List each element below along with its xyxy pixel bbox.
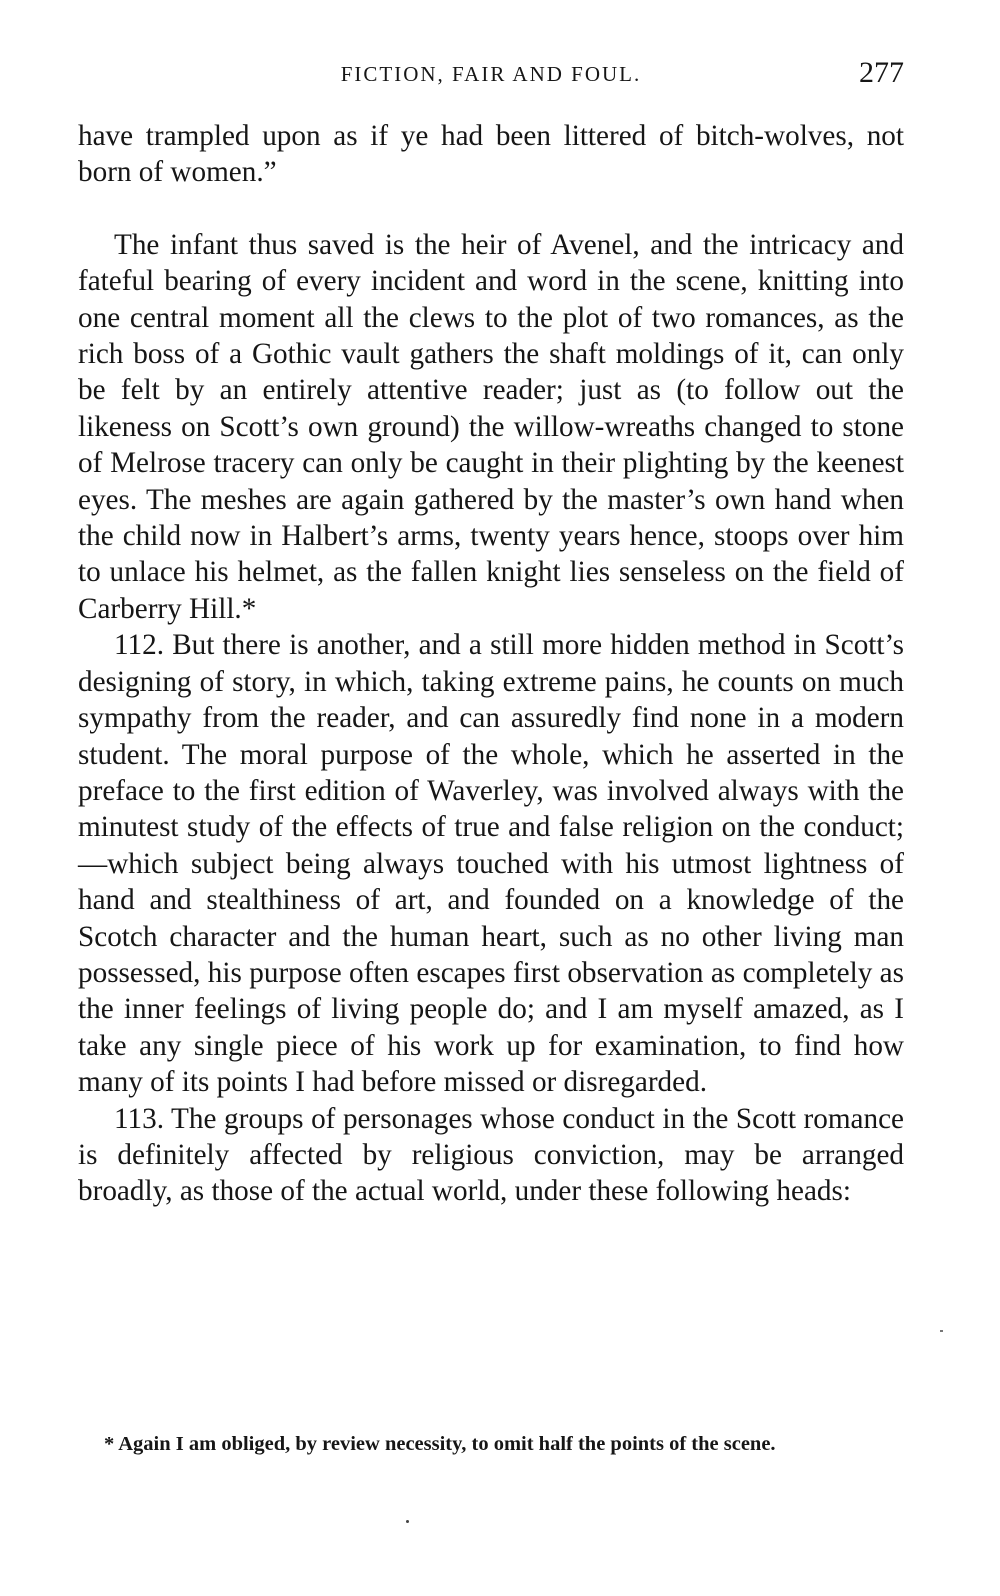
paragraph-section-112: 112. But there is another, and a still more hidden method in Scott’s designing of story, in which, taking extreme pains, he counts on much sympathy from the reader, and can assuredly find none in a modern student. The moral purpose of the whole, which he asserted in the preface to the first edition of Waverley, was involved always with the minutest study of the effects of true and false religion on the conduct; —which subject being always touched with his utmost lightness of hand and stealthiness of art, and founded on a knowledge of the Scotch character and the human heart, such as no other living man possessed, his purpose often escapes first observation as completely as the inner feelings of living people do; and I am myself amazed, as I take any single piece of his work up for examination, to find how many of its points I had before missed or disregarded. — [78, 629, 904, 1099]
body-text — [78, 118, 904, 1210]
running-header — [78, 56, 904, 96]
paragraph-section-113: 113. The groups of personages whose conduct in the Scott romance is definitely affected by religious conviction, may be arranged broadly, as those of the actual world, under these following heads: — [78, 1102, 904, 1208]
page-number: 277 — [859, 56, 904, 89]
running-title: FICTION, FAIR AND FOUL. — [340, 62, 642, 86]
paragraph-avenel: The infant thus saved is the heir of Avenel, and the intricacy and fateful bearing of every incident and word in the scene, knitting into one central moment all the clews to the plot of two romances, as the rich boss of a Gothic vault gathers the shaft moldings of it, can only be felt by an entirely attentive reader; just as (to follow out the likeness on Scott’s own ground) the willow-wreaths changed to stone of Melrose tracery can only be caught in their plighting by the keenest eyes. The meshes are again gathered by the master’s own hand when the child now in Halbert’s arms, twenty years hence, stoops over him to unlace his helmet, as the fallen knight lies senseless on the field of Carberry Hill.* — [78, 228, 904, 625]
paragraph-continuation: have trampled upon as if ye had been littered of bitch-wolves, not born of women.” — [78, 120, 904, 189]
print-speck — [940, 1330, 943, 1332]
footnote: * Again I am obliged, by review necessity, to omit half the points of the scene. — [104, 1433, 776, 1455]
print-speck — [406, 1520, 409, 1523]
